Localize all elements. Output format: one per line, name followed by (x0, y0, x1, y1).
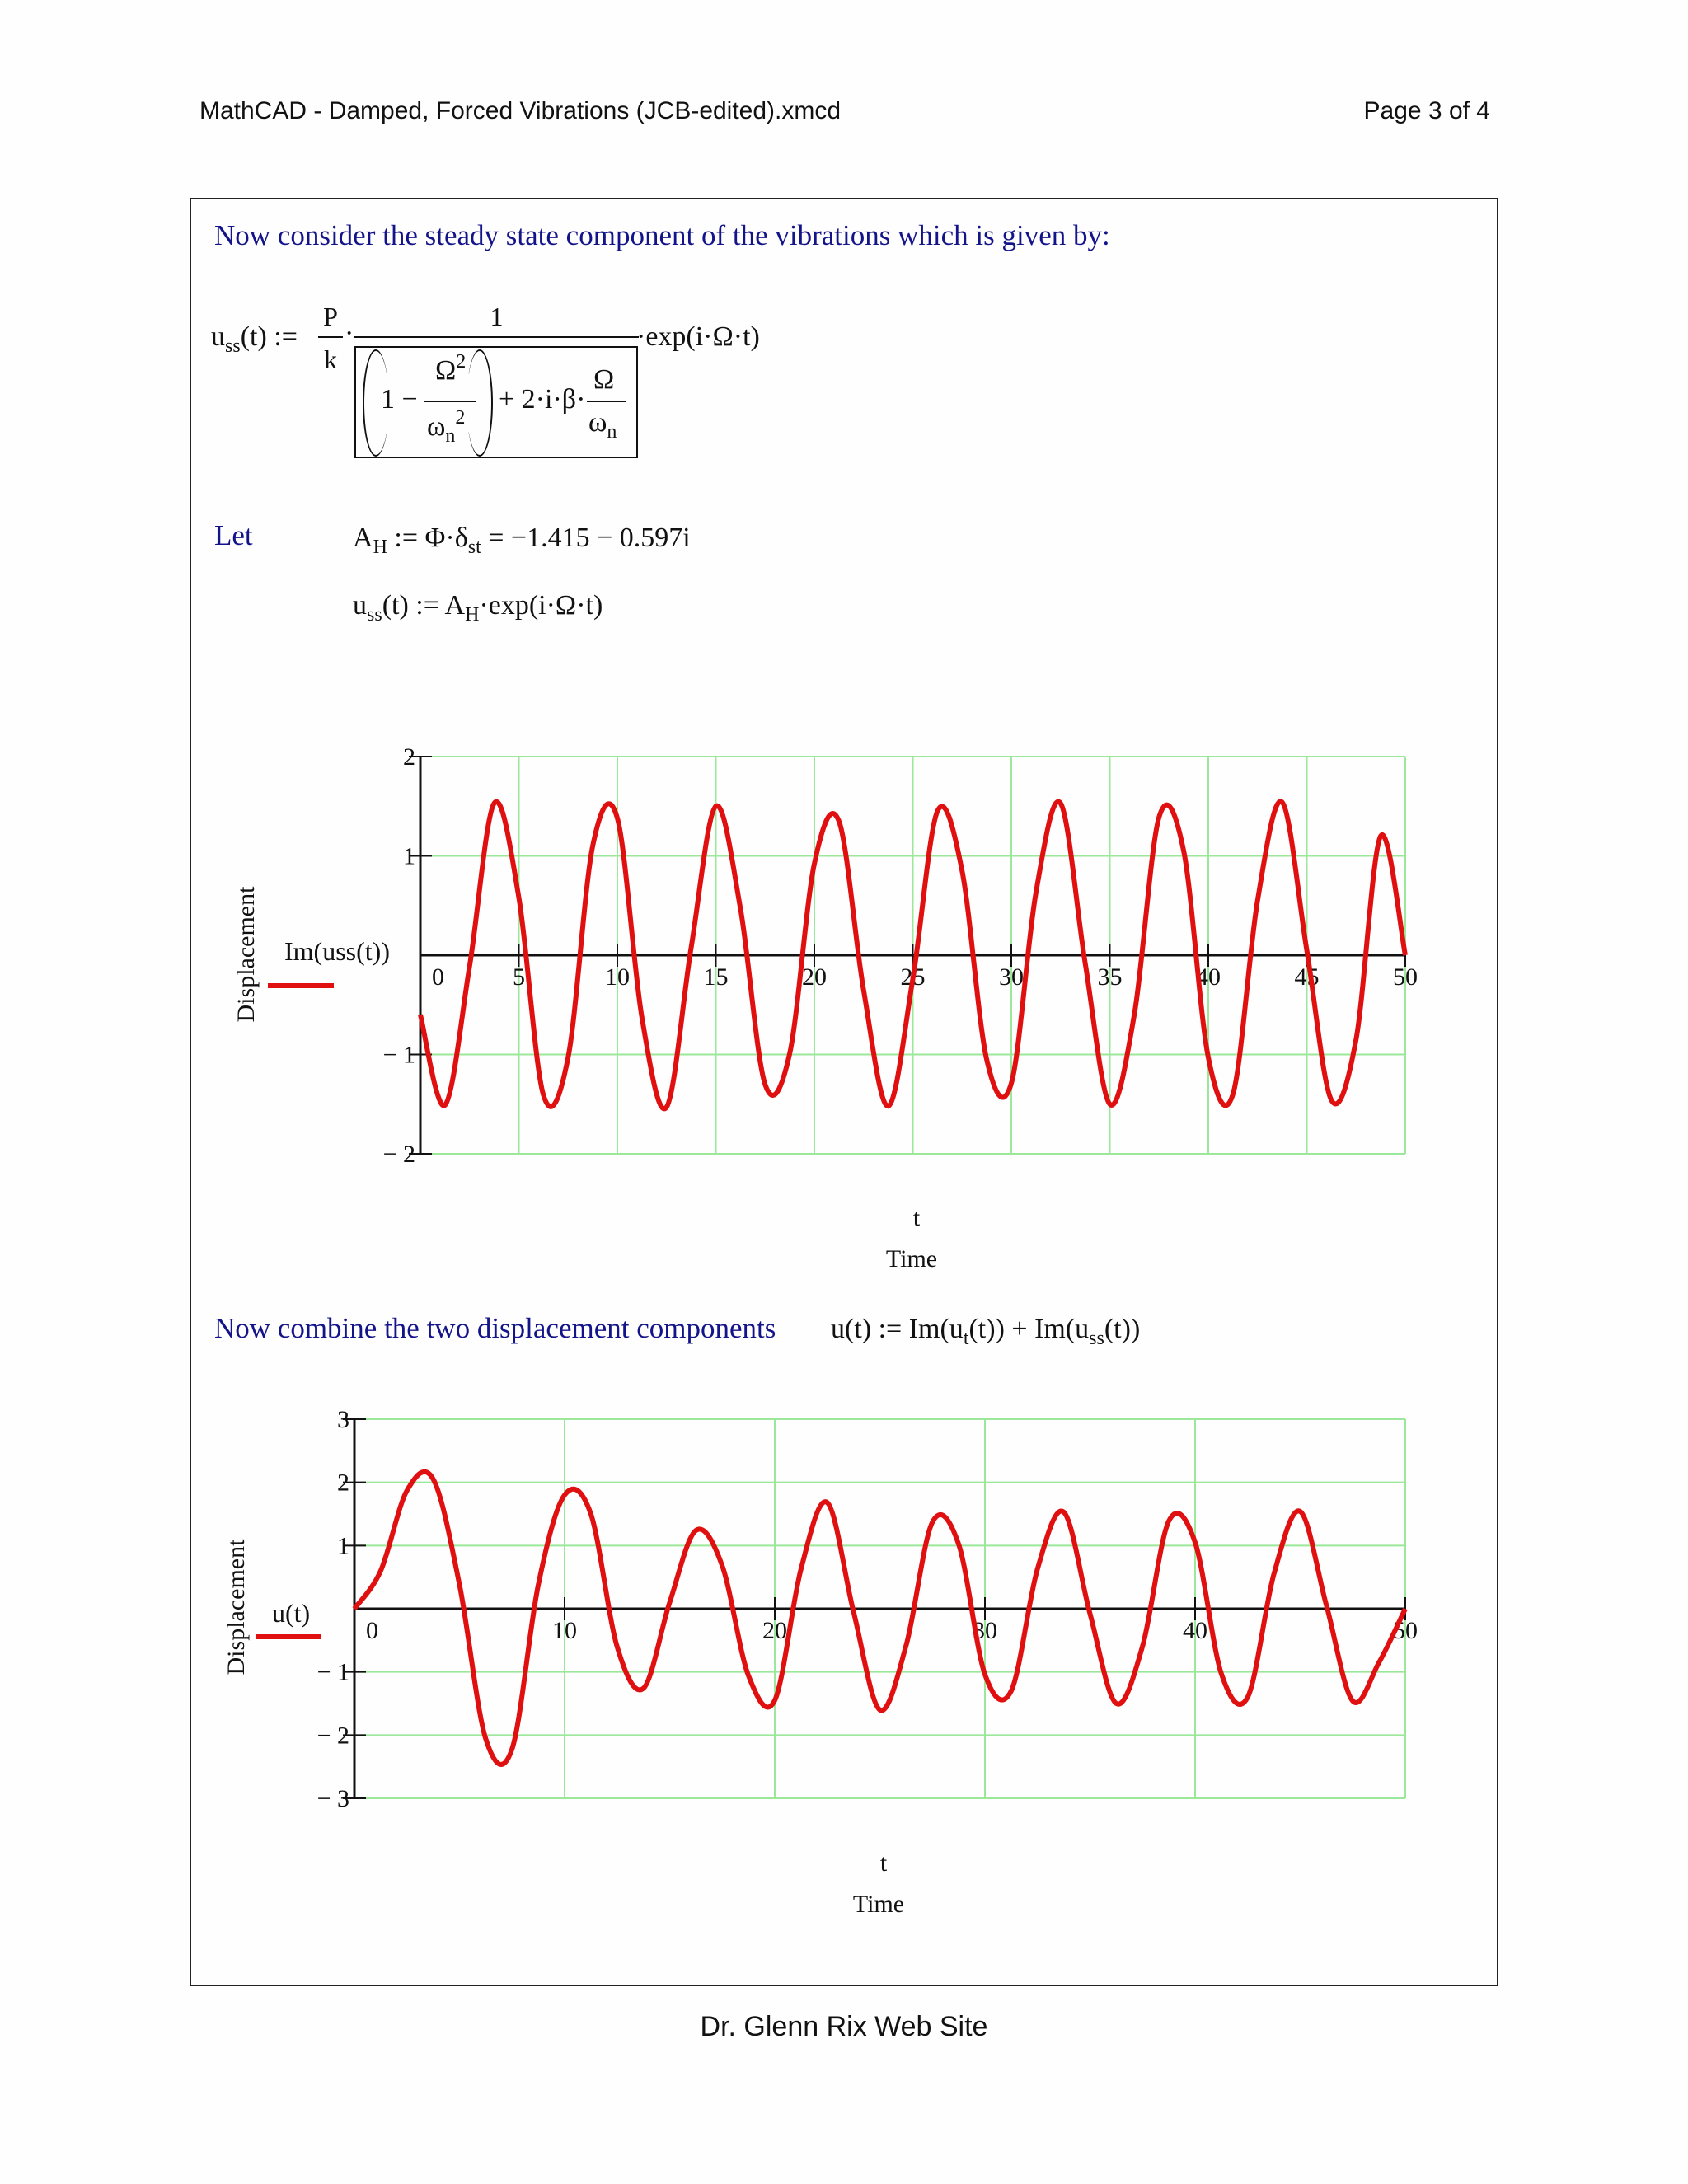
x-tick-label: 0 (432, 963, 444, 991)
y-tick-label: − 3 (316, 1785, 349, 1812)
x-tick-label: 10 (552, 1617, 577, 1644)
document-title: MathCAD - Damped, Forced Vibrations (JCB-edited).xmcd (199, 97, 842, 124)
x-tick-label: 50 (1393, 1617, 1418, 1644)
x-tick-label: 0 (366, 1617, 378, 1644)
x-tick-label: 40 (1196, 963, 1221, 991)
x-tick-label: 40 (1183, 1617, 1207, 1644)
x-tick-label: 25 (900, 963, 926, 991)
combine-text: Now combine the two displacement components (214, 1312, 776, 1344)
y-tick-label: − 2 (382, 1141, 415, 1168)
x-tick-label: 10 (605, 963, 630, 991)
y-tick-label: 1 (403, 842, 415, 870)
chart-1 (232, 743, 1418, 1272)
series-line (354, 1472, 1405, 1765)
x-tick-label: 35 (1097, 963, 1123, 991)
x-tick-label: 5 (513, 963, 525, 991)
x-axis-label: Time (852, 1891, 905, 1918)
x-tick-label: 45 (1294, 963, 1320, 991)
chart-2 (223, 1406, 1418, 1918)
x-tick-label: 20 (762, 1617, 787, 1644)
y-tick-label: − 1 (382, 1041, 415, 1069)
y-tick-label: 2 (403, 743, 415, 771)
page-number: Page 3 of 4 (1363, 97, 1490, 124)
x-tick-label: 30 (999, 963, 1024, 991)
x-tick-label: 50 (1393, 963, 1418, 991)
uss-ah-equation: $u_{ss}(t)$ := $A_H\cdot\exp(i\cdot\Omega\cdot t)$ (353, 590, 603, 626)
x-axis-label: Time (885, 1245, 938, 1272)
u-total-equation: u(t) := $Im(u_t(t)) + Im(u_{ss}(t))$ (831, 1314, 1141, 1349)
let-label: Let (214, 519, 253, 551)
x-axis-variable: t (912, 1204, 921, 1231)
x-tick-label: 20 (802, 963, 827, 991)
y-tick-label: 2 (337, 1469, 349, 1497)
intro-text: Now consider the steady state component of the vibrations which is given by: (214, 219, 1110, 251)
x-tick-label: 30 (973, 1617, 997, 1644)
x-tick-label: 15 (703, 963, 729, 991)
y-axis-label: Displacement (232, 886, 260, 1023)
y-axis-label: Displacement (223, 1539, 250, 1675)
y-tick-label: − 2 (316, 1722, 349, 1750)
y-tick-label: 3 (337, 1406, 349, 1433)
x-axis-variable: t (879, 1849, 888, 1877)
ah-equation: $A_H$ := $\Phi\cdot\delta_{st} = -1.415 - 0.597i$ (353, 523, 691, 558)
y-tick-label: 1 (337, 1532, 349, 1560)
legend-label: Im(uss(t)) (284, 936, 390, 966)
y-tick-label: − 1 (316, 1658, 349, 1686)
footer-text: Dr. Glenn Rix Web Site (700, 2011, 988, 2042)
legend-label: u(t) (272, 1598, 311, 1628)
